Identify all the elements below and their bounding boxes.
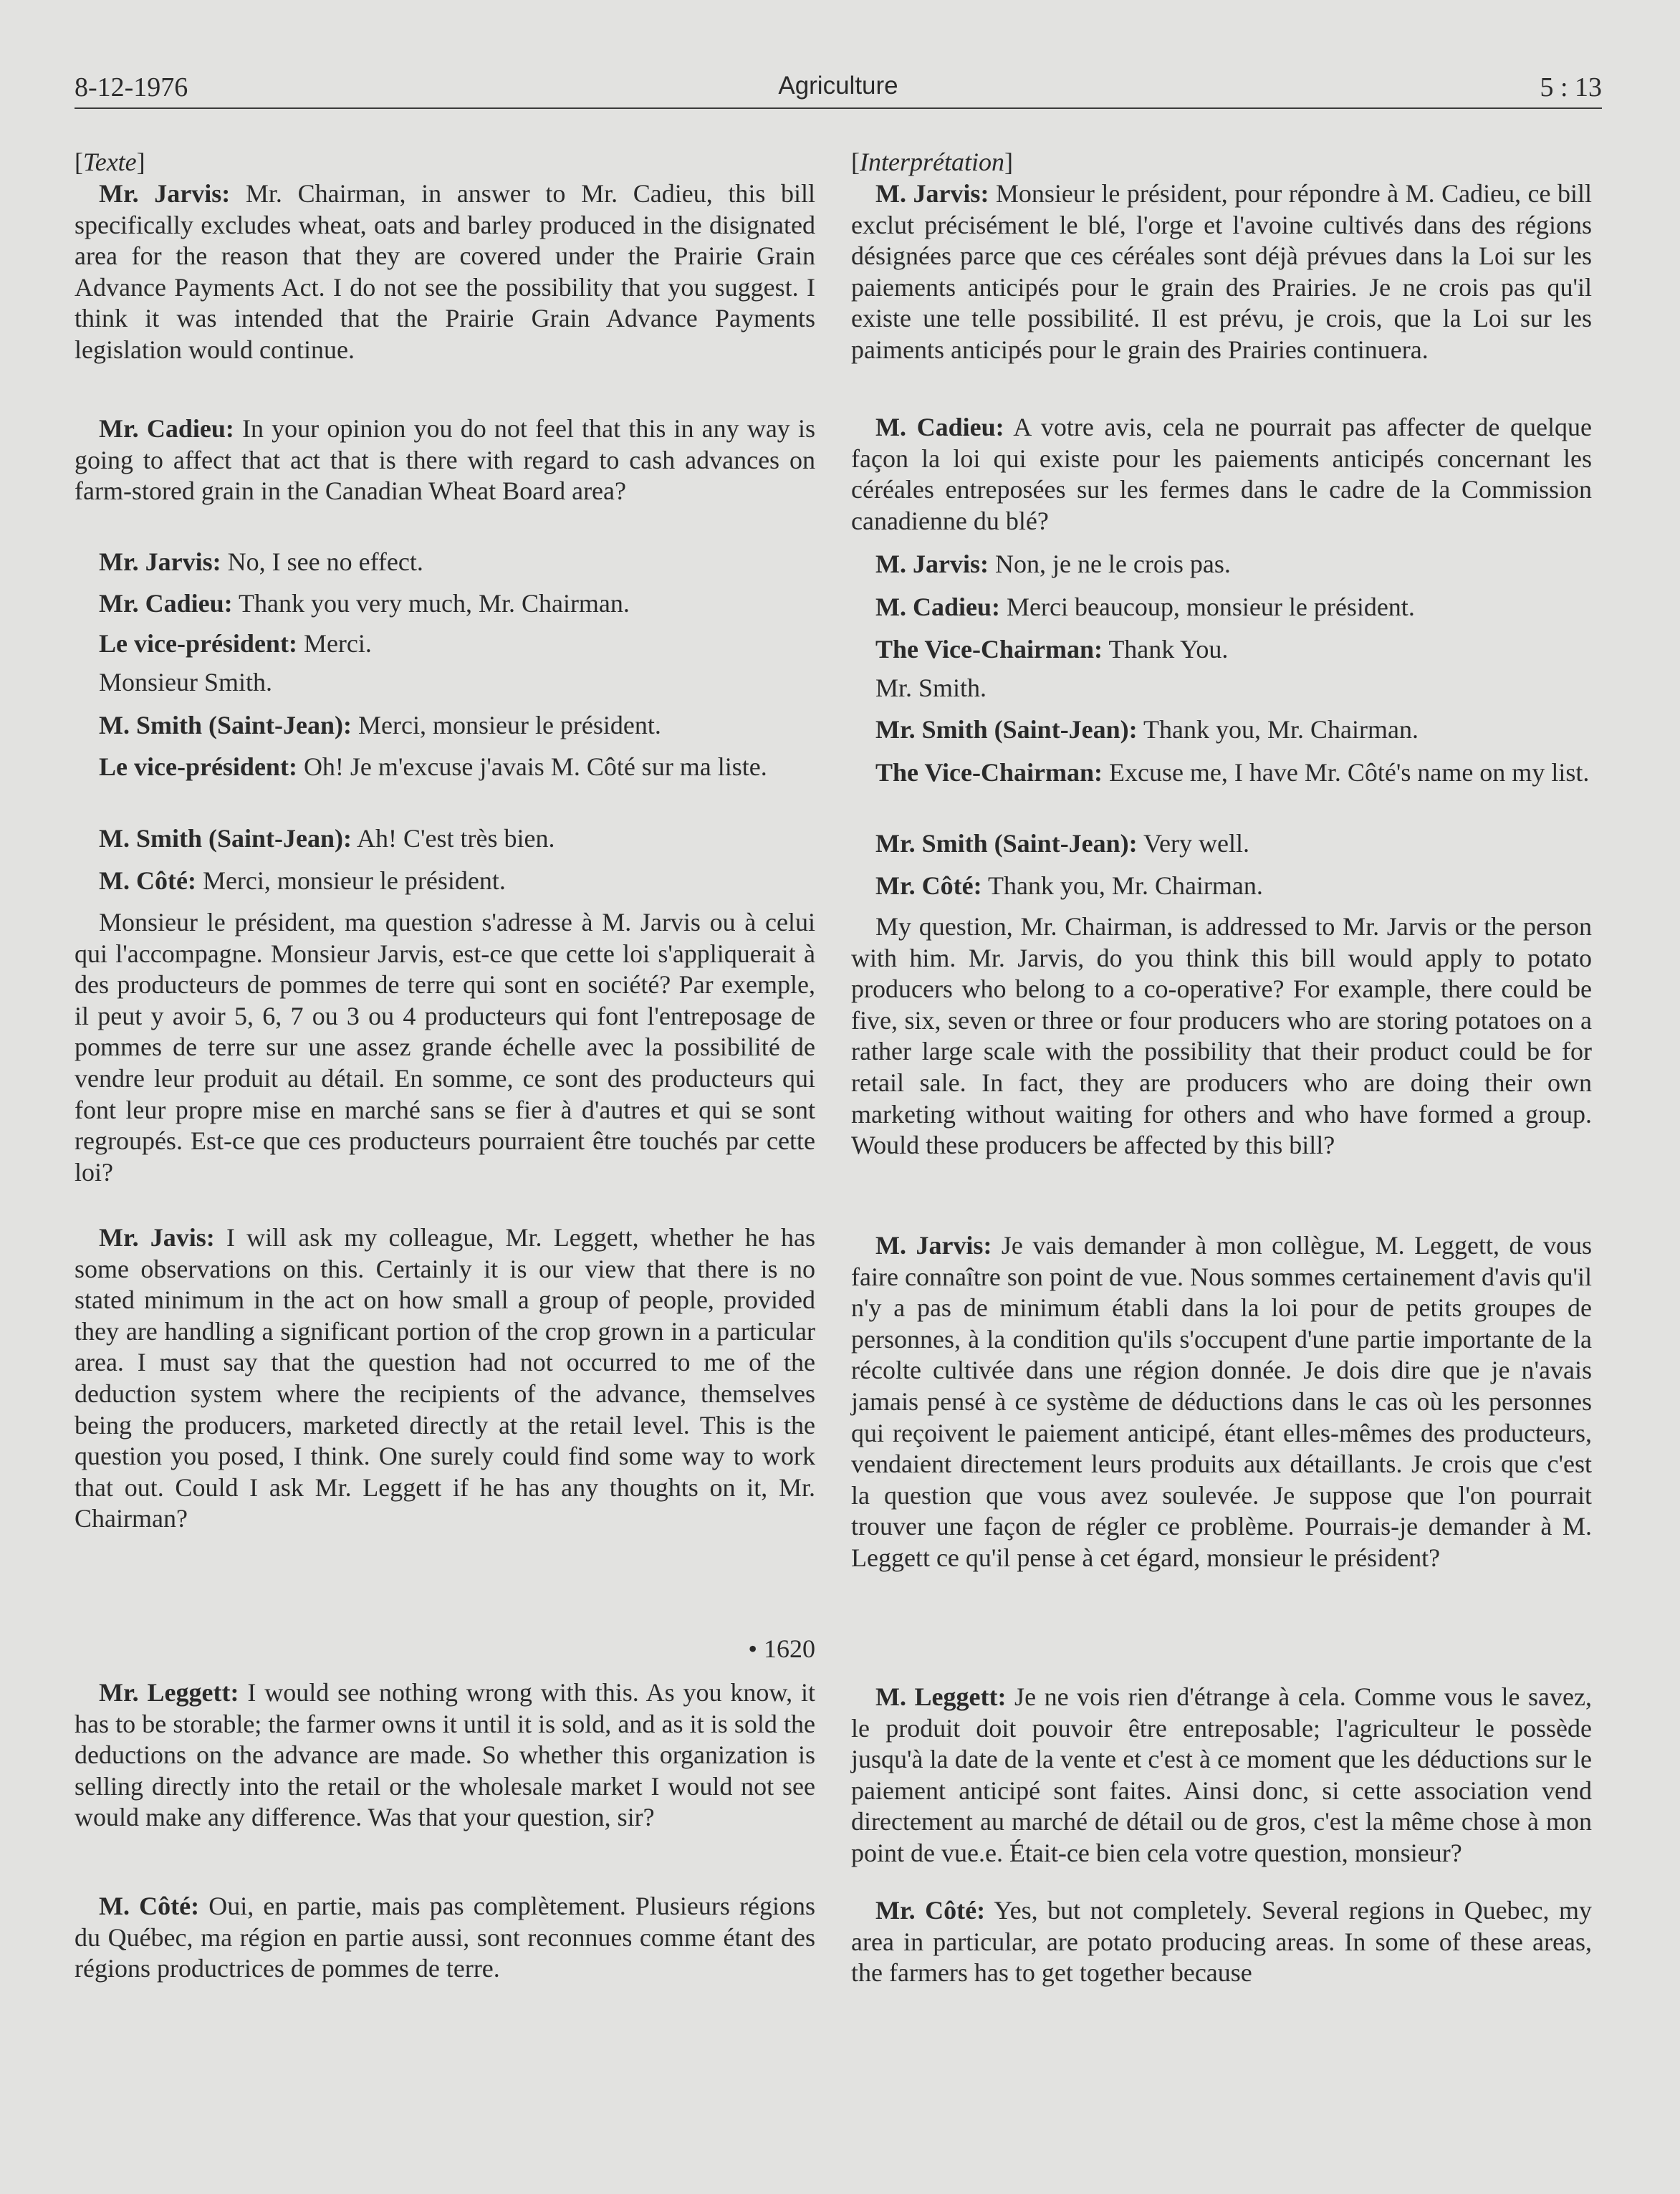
section-label-text: Interprétation <box>860 148 1004 176</box>
section-label-texte: [Texte] <box>75 148 145 176</box>
paragraph-text: No, I see no effect. <box>221 547 423 576</box>
paragraph <box>851 1682 1592 1869</box>
paragraph <box>75 1891 815 1985</box>
paragraph-text: Yes, but not completely. Several regions in Quebec, my area in particular, are potato producing areas. In some of these areas, the farmers has to get together because <box>851 1896 1592 1988</box>
paragraph <box>851 828 1592 860</box>
paragraph-text: Thank You. <box>1102 635 1229 664</box>
paragraph <box>75 907 815 1188</box>
speaker-name: M. Côté: <box>99 866 196 895</box>
paragraph <box>75 588 815 620</box>
paragraph-text: Oui, en partie, mais pas complètement. Plusieurs régions du Québec, ma région en partie aussi, sont reconnues comme étant des régions productrices de pommes de terre. <box>75 1892 815 1983</box>
paragraph <box>75 866 815 897</box>
paragraph-text: Thank you very much, Mr. Chairman. <box>232 589 630 618</box>
paragraph-text: I would see nothing wrong with this. As you know, it has to be storable; the farmer owns it until it is sold, and as it is sold the deductions on the advance are made. So whether this organization is selling directly into the retail or the wholesale market I would not see would make any difference. Was that your question, sir? <box>75 1678 815 1832</box>
speaker-name: Le vice-président: <box>99 752 297 781</box>
paragraph-text: I will ask my colleague, Mr. Leggett, whether he has some observations on this. Certainly it is our view that there is no stated minimum in the act on how small a group of people, provided they are handling a significant portion of the crop grown in a particular area. I must say that the question had not occurred to me of the deduction system where the recipients of the advance, themselves being the producers, marketed directly at the retail level. This is the question you posed, I think. One surely could find some way to work that out. Could I ask Mr. Leggett if he has any thoughts on it, Mr. Chairman? <box>75 1223 815 1533</box>
speaker-name: M. Smith (Saint-Jean): <box>99 711 352 739</box>
paragraph <box>851 911 1592 1161</box>
speaker-name: Mr. Javis: <box>99 1223 215 1252</box>
speaker-name: The Vice-Chairman: <box>875 635 1103 664</box>
paragraph <box>75 413 815 507</box>
paragraph <box>851 714 1592 746</box>
paragraph-text: Monsieur Smith. <box>99 668 273 696</box>
paragraph-text: My question, Mr. Chairman, is addressed to Mr. Jarvis or the person with him. Mr. Jarvis, do you think this bill would apply to potato producers who belong to a co-operative? For example, there could be five, six, seven or three or four producers who are storing potatoes on a rather large scale with the possibility that their product could be for retail sale. In fact, they are producers who are doing their own marketing without waiting for others and who have formed a group. Would these producers be affected by this bill? <box>851 912 1592 1160</box>
paragraph-text: Ah! C'est très bien. <box>352 824 555 853</box>
speaker-name: Mr. Jarvis: <box>99 547 221 576</box>
paragraph-text: A votre avis, cela ne pourrait pas affecter de quelque façon la loi qui existe pour les paiements anticipés concernant les céréales entreposées sur les fermes dans le cadre de la Commission canadienne du blé? <box>851 413 1592 535</box>
paragraph-text: Non, je ne le crois pas. <box>988 550 1231 578</box>
paragraph <box>75 752 815 783</box>
paragraph <box>851 1895 1592 1989</box>
paragraph-text: Oh! Je m'excuse j'avais M. Côté sur ma liste. <box>297 752 767 781</box>
speaker-name: Mr. Jarvis: <box>99 179 231 208</box>
paragraph-text: Merci. <box>297 629 372 658</box>
speaker-name: Mr. Leggett: <box>99 1678 239 1707</box>
speaker-name: M. Jarvis: <box>875 1231 992 1260</box>
speaker-name: M. Cadieu: <box>875 413 1004 441</box>
speaker-name: Mr. Côté: <box>875 1896 986 1925</box>
paragraph <box>75 1677 815 1834</box>
paragraph <box>851 757 1592 789</box>
paragraph-text: Thank you, Mr. Chairman. <box>981 871 1263 900</box>
paragraph <box>75 710 815 742</box>
paragraph-text: Merci, monsieur le président. <box>352 711 661 739</box>
speaker-name: Mr. Smith (Saint-Jean): <box>875 829 1138 858</box>
time-marker: • 1620 <box>748 1634 815 1663</box>
paragraph <box>75 823 815 855</box>
header-page-number: 5 : 13 <box>1540 72 1602 102</box>
paragraph-text: Merci beaucoup, monsieur le président. <box>1000 593 1415 621</box>
paragraph <box>851 634 1592 666</box>
paragraph-text: Mr. Chairman, in answer to Mr. Cadieu, this bill specifically excludes wheat, oats and barley produced in the disignated area for the reason that they are covered under the Prairie Grain Advance Payments Act. I do not see the possibility that you suggest. I think it was intended that the Prairie Grain Advance Payments legislation would continue. <box>75 179 815 364</box>
header-date: 8-12-1976 <box>75 72 188 102</box>
header-rule <box>75 107 1602 109</box>
paragraph-text: Merci, monsieur le président. <box>196 866 506 895</box>
speaker-name: Mr. Cadieu: <box>99 414 234 443</box>
paragraph-text: Excuse me, I have Mr. Côté's name on my list. <box>1102 758 1590 787</box>
running-head <box>75 72 1602 107</box>
paragraph <box>851 673 1592 704</box>
paragraph-text: Je ne vois rien d'étrange à cela. Comme vous le savez, le produit doit pouvoir être entreposable; l'agriculteur le possède jusqu'à la date de la vente et c'est à ce moment que les déductions sur le paiement anticipé sont faites. Ainsi donc, si cette association vend directement au marché de détail ou de gros, c'est la même chose à mon point de vue.e. Était-ce bien cela votre question, monsieur? <box>851 1682 1592 1867</box>
paragraph <box>75 1222 815 1535</box>
section-label-text: Texte <box>83 148 137 176</box>
paragraph-text: Monsieur le président, ma question s'adresse à M. Jarvis ou à celui qui l'accompagne. Monsieur Jarvis, est-ce que cette loi s'appliquerait à des producteurs de pommes de terre qui sont en société? Par exemple, il peut y avoir 5, 6, 7 ou 3 ou 4 producteurs qui font l'entreposage de pommes de terre sur une assez grande échelle avec la possibilité de vendre leur produit au détail. En somme, ce sont des producteurs qui font leur propre mise en marché sans se fier à d'autres et qui se sont regroupés. Est-ce que ces producteurs pourraient être touchés par cette loi? <box>75 908 815 1187</box>
paragraph <box>75 178 815 366</box>
paragraph <box>851 178 1592 366</box>
speaker-name: Mr. Smith (Saint-Jean): <box>875 715 1138 744</box>
paragraph <box>75 667 815 699</box>
speaker-name: Le vice-président: <box>99 629 297 658</box>
paragraph <box>851 592 1592 623</box>
paragraph <box>75 628 815 660</box>
speaker-name: M. Smith (Saint-Jean): <box>99 824 352 853</box>
speaker-name: M. Jarvis: <box>875 179 989 208</box>
paragraph <box>851 549 1592 580</box>
speaker-name: M. Cadieu: <box>875 593 1000 621</box>
speaker-name: Mr. Cadieu: <box>99 589 233 618</box>
speaker-name: Mr. Côté: <box>875 871 982 900</box>
paragraph <box>851 1230 1592 1574</box>
paragraph-text: Monsieur le président, pour répondre à M. Cadieu, ce bill exclut précisément le blé, l'orge et l'avoine cultivés dans des régions désignées parce que ces céréales sont déjà prévues dans la Loi sur les paiements anticipés pour le grain des Prairies. Je ne crois pas qu'il existe une telle possibilité. Il est prévu, je crois, que la Loi sur les paiments anticipés pour le grain des Prairies continuera. <box>851 179 1592 364</box>
speaker-name: M. Jarvis: <box>875 550 989 578</box>
header-title: Agriculture <box>778 72 898 100</box>
paragraph-text: Je vais demander à mon collègue, M. Leggett, de vous faire connaître son point de vue. Nous sommes certainement d'avis qu'il n'y a pas de minimum établi dans la loi pour de petits groupes de personnes, à la condition qu'ils s'occupent d'une partie importante de la récolte cultivée dans une région donnée. Je dois dire que je n'avais jamais pensé à ce système de déductions dans le cas où les personnes qui reçoivent le paiement anticipé, étant elles-mêmes des producteurs, vendaient directement leurs produits aux détaillants. Je crois que c'est la question que vous avez soulevée. Je suppose que l'on pourrait trouver une façon de régler ce problème. Pourrais-je demander à M. Leggett ce qu'il pense à cet égard, monsieur le président? <box>851 1231 1592 1572</box>
speaker-name: M. Côté: <box>99 1892 200 1920</box>
paragraph-text: Mr. Smith. <box>875 674 987 702</box>
paragraph-text: In your opinion you do not feel that this in any way is going to affect that act that is there with regard to cash advances on farm-stored grain in the Canadian Wheat Board area? <box>75 414 815 506</box>
paragraph-text: Thank you, Mr. Chairman. <box>1137 715 1419 744</box>
paragraph <box>851 412 1592 537</box>
speaker-name: The Vice-Chairman: <box>875 758 1103 787</box>
paragraph-text: Very well. <box>1137 829 1249 858</box>
speaker-name: M. Leggett: <box>875 1682 1007 1711</box>
paragraph <box>75 547 815 578</box>
paragraph <box>851 871 1592 902</box>
section-label-interpretation: [Interprétation] <box>851 148 1013 176</box>
